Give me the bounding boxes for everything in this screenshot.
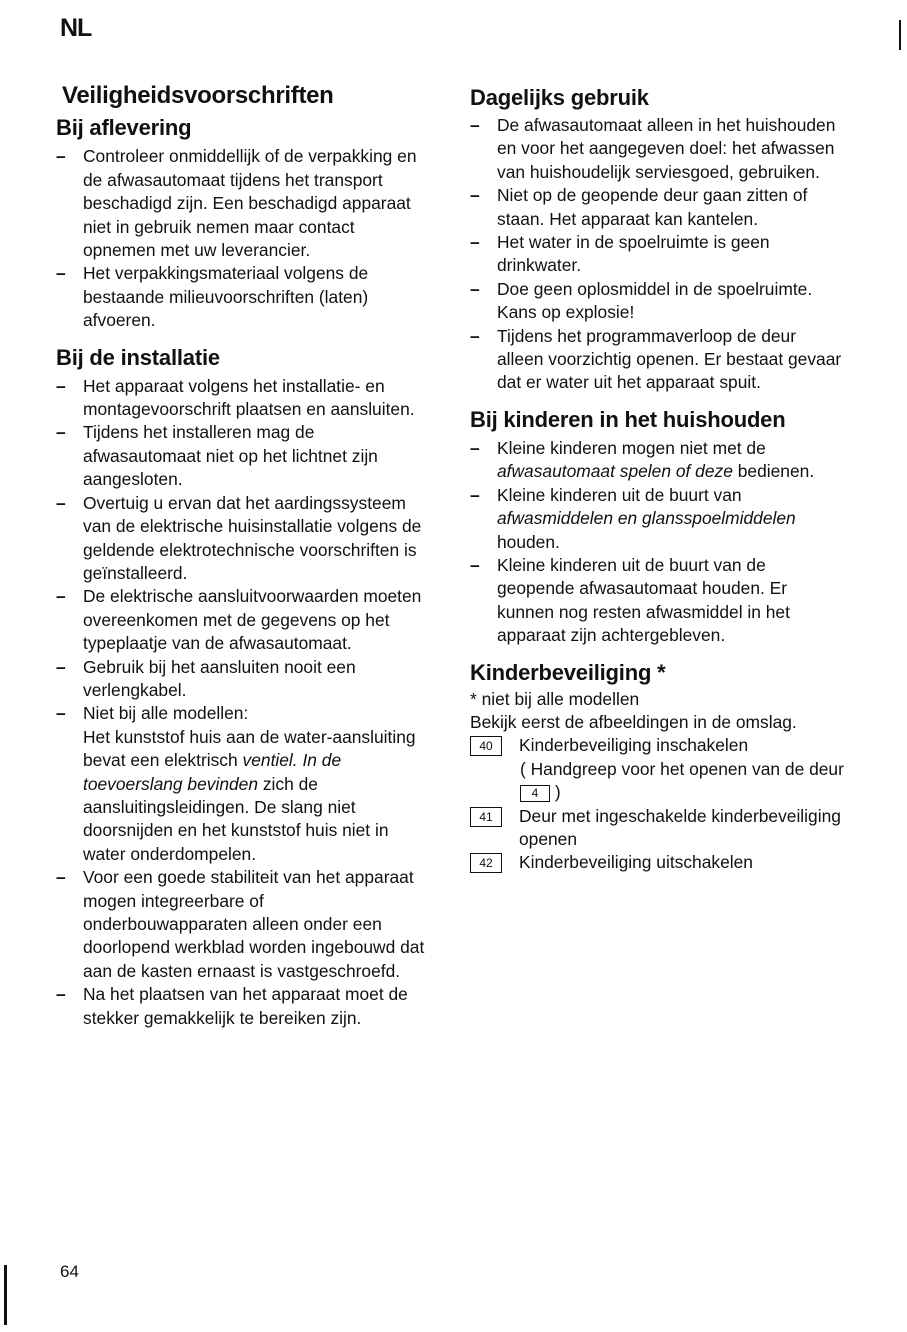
language-code: NL [60,14,92,42]
list-item: – Kleine kinderen uit de buurt van de geopende afwasautomaat houden. Er kunnen nog resten afwasmiddel in het apparaat zijn achtergebleven. [470,554,846,648]
figure-ref-42 [470,851,846,874]
valve-lead: Niet bij alle modellen: [83,703,249,724]
section-heading-child-lock: Kinderbeveiliging * [470,659,666,685]
children-item1-text: Kleine kinderen mogen niet met de [497,437,766,458]
children-item1-italic: afwasautomaat spelen of deze [497,461,733,482]
list-item: – Het water in de spoelruimte is geen drinkwater. [470,231,846,278]
children-item1-end: bedienen. [737,461,815,482]
children-list [470,437,846,648]
figure-text: Kinderbeveiliging inschakelen [519,735,749,756]
section-heading-delivery: Bij aflevering [56,115,192,141]
scan-edge-mark [4,1265,7,1325]
list-item: – Tijdens het programmaverloop de deur alleen voorzichtig openen. Er bestaat gevaar dat er water uit het apparaat spuit. [470,325,846,395]
valve-text-a: Het kunststof huis aan de water-aansluiting bevat een elektrisch [83,726,416,771]
list-item-valve [56,702,428,866]
list-item: – Na het plaatsen van het apparaat moet de stekker gemakkelijk te bereiken zijn. [56,983,428,1030]
figure-number-box: 41 [470,807,502,827]
list-item: – Niet op de geopende deur gaan zitten of staan. Het apparaat kan kantelen. [470,184,846,231]
list-item: – De elektrische aansluitvoorwaarden moeten overeenkomen met de gegevens op het typeplaatje van de afwasautomaat. [56,585,428,655]
list-item: – Het verpakkingsmateriaal volgens de bestaande milieuvoorschriften (laten) afvoeren. [56,262,428,332]
scan-edge-mark [899,20,901,50]
list-item: – Overtuig u ervan dat het aardingssysteem van de elektrische huisinstallatie volgens de geldende elektrotechnische voorschriften is geïnstalleerd. [56,492,428,586]
list-item: – Controleer onmiddellijk of de verpakking en de afwasautomaat tijdens het transport beschadigd zijn. Een beschadigd apparaat niet in gebruik nemen maar contact opnemen met uw leverancier. [56,145,428,262]
valve-text-b: zich de aansluitingsleidingen. De slang niet doorsnijden en het kunststof huis niet in water onderdompelen. [83,773,389,864]
figure-ref-41 [470,805,846,852]
figure-text: Kinderbeveiliging uitschakelen [519,852,753,873]
left-column [56,84,428,1040]
list-item: – Gebruik bij het aansluiten nooit een verlengkabel. [56,656,428,703]
section-heading-installation: Bij de installatie [56,344,220,370]
figure-ref-40 [470,734,846,757]
figure-40-subnote [470,758,846,805]
list-item: – Doe geen oplosmiddel in de spoelruimte. Kans op explosie! [470,278,846,325]
list-item: – De afwasautomaat alleen in het huishouden en voor het aangegeven doel: het afwassen van huishoudelijk serviesgoed, gebruiken. [470,114,846,184]
delivery-list [56,145,428,332]
children-item2-end: houden. [497,531,560,552]
valve-text-italic: ventiel. In de toevoerslang bevinden [83,750,342,794]
figure-number-box: 40 [470,736,502,756]
right-column [470,84,846,875]
subnote-close: ) [554,782,561,803]
list-item: – Het apparaat volgens het installatie- en montagevoorschrift plaatsen en aansluiten. [56,375,428,422]
list-item [470,437,846,484]
section-heading-daily-use: Dagelijks gebruik [470,85,649,110]
page-number: 64 [60,1262,79,1281]
daily-use-list [470,114,846,395]
figure-number-box: 42 [470,853,502,873]
children-item2-italic: afwasmiddelen en glansspoelmiddelen [497,508,796,529]
model-note: * niet bij alle modellen [470,688,640,709]
section-heading-children: Bij kinderen in het huishouden [470,406,786,432]
figure-number-box: 4 [520,785,550,802]
subnote-text: ( Handgreep voor het openen van de deur [520,758,844,779]
list-item [470,484,846,554]
page-title: Veiligheidsvoorschriften [62,82,334,109]
installation-list [56,375,428,1030]
list-item: – Voor een goede stabiliteit van het apparaat mogen integreerbare of onderbouwapparaten alleen onder een doorlopend werkblad worden ingebouwd dat aan de kasten ernaast is vastgeschroefd. [56,866,428,983]
intro-text: Bekijk eerst de afbeeldingen in de omslag. [470,711,797,732]
figure-text: Deur met ingeschakelde kinderbeveiliging openen [519,805,841,849]
children-item2-text: Kleine kinderen uit de buurt van [497,484,742,505]
list-item: – Tijdens het installeren mag de afwasautomaat niet op het lichtnet zijn aangesloten. [56,421,428,491]
